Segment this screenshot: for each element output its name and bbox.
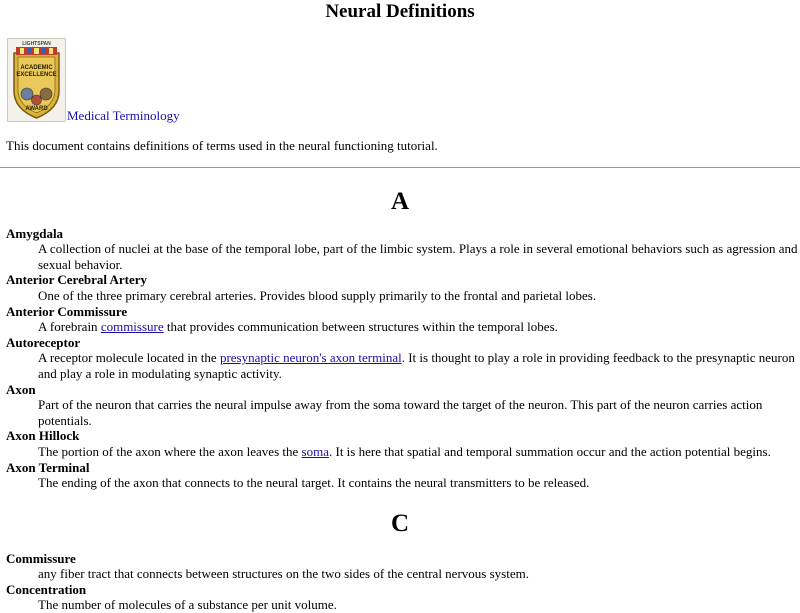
term-axon: Axon [6, 381, 36, 397]
definition-amygdala: A collection of nuclei at the base of the temporal lobe, part of the limbic system. Plays a role in several emotional behaviors such as agression and sexual behavior. [38, 241, 798, 272]
definition-text: The portion of the axon where the axon leaves the [38, 443, 302, 459]
definition-axon-hillock [38, 444, 800, 460]
section-heading-c: C [390, 509, 410, 537]
term-amygdala: Amygdala [6, 225, 64, 241]
term-axon-terminal: Axon Terminal [6, 459, 90, 475]
term-commissure: Commissure [6, 550, 76, 566]
page-title: Neural Definitions [325, 1, 475, 22]
term-anterior-cerebral-artery: Anterior Cerebral Artery [6, 272, 148, 288]
definition-text: that provides communication between structures within the temporal lobes. [163, 319, 558, 335]
medical-terminology-link[interactable]: Medical Terminology [67, 108, 180, 123]
definition-text: . It is here that spatial and temporal summation occur and the action potential begins. [328, 443, 771, 459]
terms-list-c [6, 551, 800, 613]
term-autoreceptor: Autoreceptor [6, 334, 81, 350]
definition-text: A receptor molecule located in the [38, 350, 220, 366]
definition-concentration: The number of molecules of a substance per unit volume. [38, 597, 337, 613]
definition-anterior-cerebral-artery: One of the three primary cerebral arteries. Provides blood supply primarily to the frontal and parietal lobes. [38, 287, 597, 303]
term-anterior-commissure: Anterior Commissure [6, 303, 128, 319]
academic-excellence-award-badge [7, 38, 66, 122]
terms-list-a [6, 226, 800, 491]
divider [0, 167, 800, 168]
definition-text: A forebrain [38, 319, 101, 335]
presynaptic-axon-terminal-link[interactable]: presynaptic neuron's axon terminal [219, 350, 402, 366]
badge-line-2: EXCELLENCE [16, 72, 57, 78]
term-concentration: Concentration [6, 581, 87, 597]
definition-autoreceptor [38, 350, 800, 381]
badge-line-3: AWARD [25, 106, 48, 112]
definition-commissure: any fiber tract that connects between structures on the two sides of the central nervous system. [38, 566, 529, 582]
badge-line-1: ACADEMIC [20, 65, 53, 71]
soma-link[interactable]: soma [301, 443, 329, 459]
commissure-link[interactable]: commissure [100, 319, 164, 335]
definition-anterior-commissure [38, 319, 800, 335]
award-row [7, 38, 800, 122]
section-heading-a: A [390, 187, 410, 215]
definition-text: . It is thought to play a role in providing feedback to the presynaptic neuron and play a role in modulating synaptic activity. [38, 350, 795, 381]
badge-brand: LIGHTSPAN [22, 41, 51, 47]
term-axon-hillock: Axon Hillock [6, 428, 80, 444]
intro-text: This document contains definitions of terms used in the neural functioning tutorial. [6, 138, 438, 153]
definition-axon-terminal: The ending of the axon that connects to the neural target. It contains the neural transmitters to be released. [38, 475, 590, 491]
definition-axon: Part of the neuron that carries the neural impulse away from the soma toward the target of the neuron. This part of the neuron carries action potentials. [38, 397, 763, 428]
